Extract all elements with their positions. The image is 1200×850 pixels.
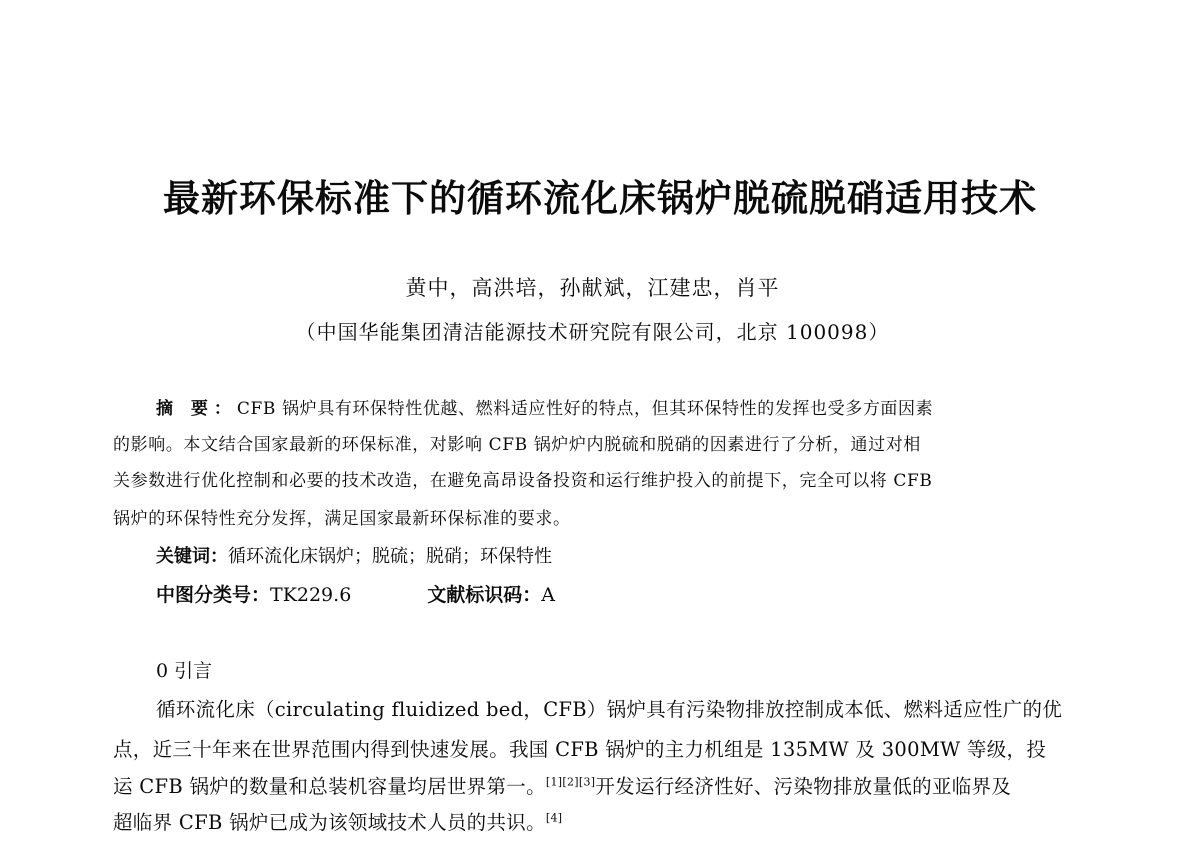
- doc-code-value: A: [541, 584, 556, 606]
- abstract-line-4: 锅炉的环保特性充分发挥，满足国家最新环保标准的要求。: [113, 509, 571, 529]
- body-line-2: 点，近三十年来在世界范围内得到快速发展。我国 CFB 锅炉的主力机组是 135MW 及 300MW 等级，投: [113, 738, 1047, 761]
- abstract-label: 摘 要：: [156, 399, 237, 419]
- keywords-label: 关键词：: [156, 546, 228, 567]
- abstract-line-2: 的影响。本文结合国家最新的环保标准，对影响 CFB 锅炉炉内脱硫和脱硝的因素进行了分析，通过对相: [113, 435, 921, 455]
- author-affiliation: （中国华能集团清洁能源技术研究院有限公司，北京 100098）: [295, 320, 890, 344]
- keywords-line: [156, 542, 552, 568]
- body-line-1: 循环流化床（circulating fluidized bed，CFB）锅炉具有污染物排放控制成本低、燃料适应性广的优: [156, 698, 1063, 721]
- author-list: 黄中，高洪培，孙献斌，江建忠，肖平: [405, 276, 780, 300]
- body-line-4: 超临界 CFB 锅炉已成为该领域技术人员的共识。[4]: [113, 811, 563, 834]
- doc-code-label: 文献标识码：: [427, 584, 542, 606]
- keywords-value: 循环流化床锅炉；脱硫；脱硝；环保特性: [228, 546, 552, 567]
- body-line-3: 运 CFB 锅炉的数量和总装机容量均居世界第一。[1][2][3]开发运行经济性好、污染物排放量低的亚临界及: [113, 775, 1012, 798]
- citation-1-2-3: [1][2][3]: [545, 775, 596, 789]
- section-heading: 0 引言: [156, 660, 213, 682]
- citation-4: [4]: [545, 811, 563, 825]
- clc-label: 中图分类号：: [156, 584, 271, 606]
- abstract-line-1: 摘 要：CFB 锅炉具有环保特性优越、燃料适应性好的特点，但其环保特性的发挥也受多方面因素: [156, 399, 934, 419]
- abstract-line-3: 关参数进行优化控制和必要的技术改造，在避免高昂设备投资和运行维护投入的前提下，完全可以将 CFB: [113, 471, 933, 491]
- clc-value: TK229.6: [270, 584, 352, 606]
- paper-title: 最新环保标准下的循环流化床锅炉脱硫脱硝适用技术: [163, 176, 1037, 220]
- classification-line: [156, 580, 555, 607]
